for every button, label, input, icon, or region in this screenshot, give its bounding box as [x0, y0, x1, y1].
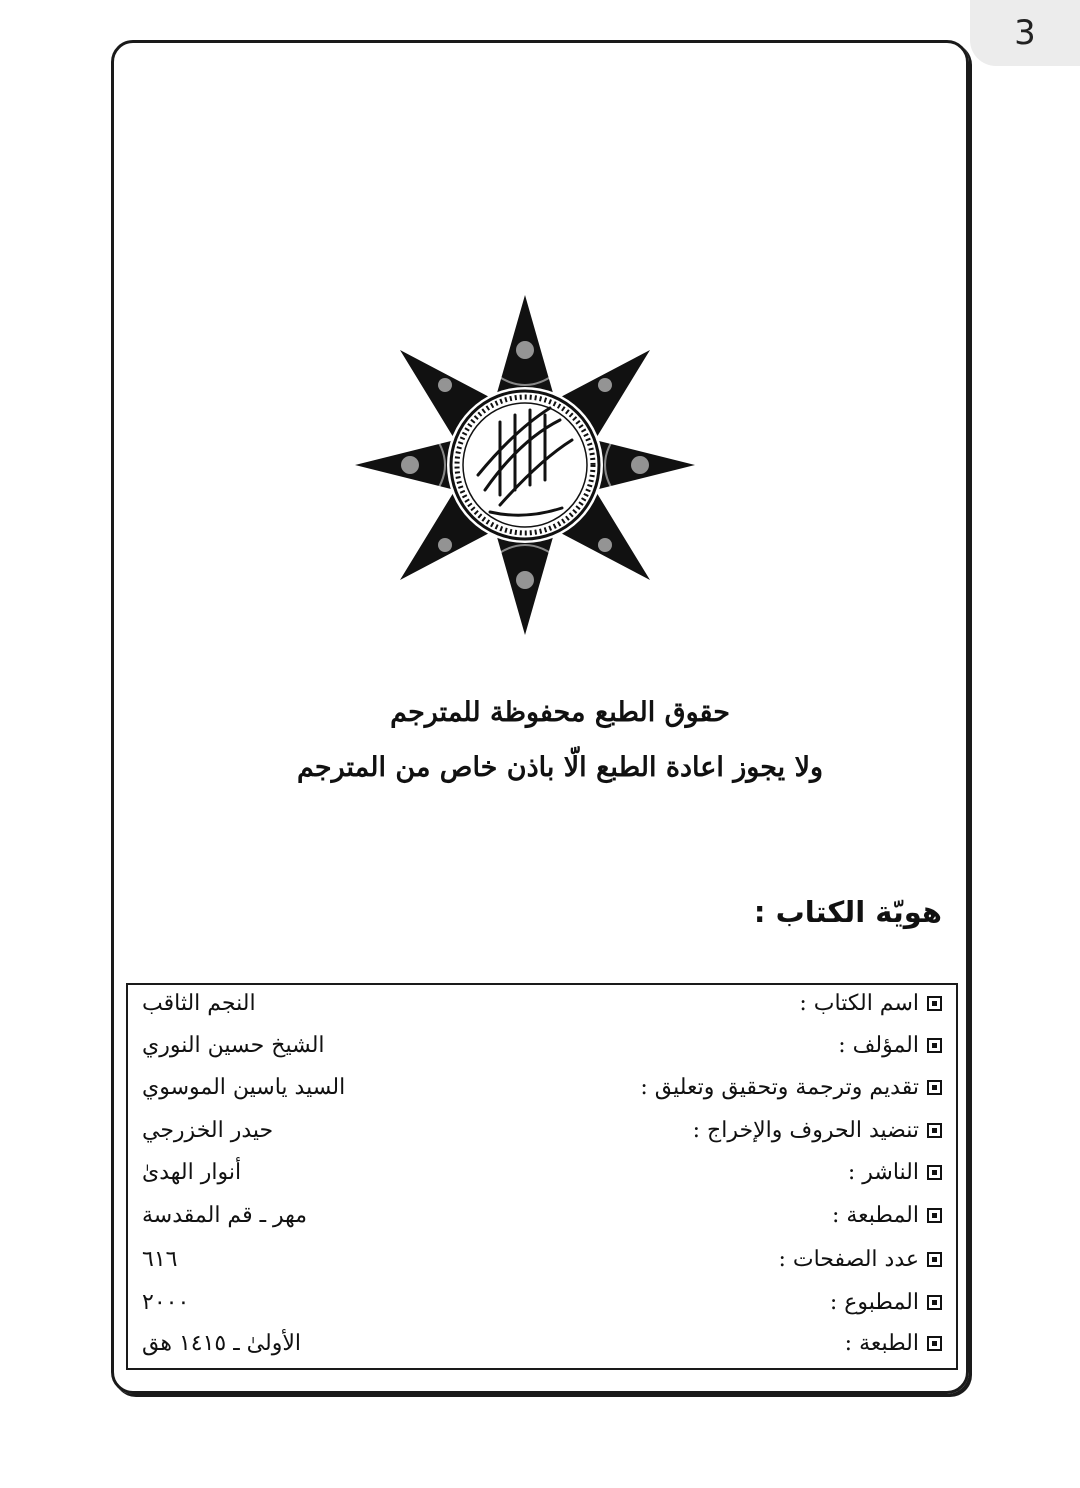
info-label	[845, 1331, 942, 1356]
info-value: مهر ـ قم المقدسة	[142, 1203, 308, 1228]
info-row-title	[128, 991, 956, 1031]
info-label	[778, 1247, 942, 1272]
square-bullet-icon	[927, 1080, 942, 1095]
info-label	[830, 1290, 942, 1315]
info-label	[693, 1118, 942, 1143]
info-value: حيدر الخزرجي	[142, 1118, 274, 1143]
identity-heading: هويّة الكتاب :	[753, 895, 942, 929]
square-bullet-icon	[927, 1295, 942, 1310]
rights-line-2: ولا يجوز اعادة الطبع الّا باذن خاص من المترجم	[296, 752, 824, 783]
info-label	[799, 991, 942, 1016]
square-bullet-icon	[927, 1208, 942, 1223]
info-row-translator	[128, 1075, 956, 1115]
rights-line-1: حقوق الطبع محفوظة للمترجم	[390, 697, 730, 728]
info-label-text: عدد الصفحات :	[778, 1247, 919, 1272]
info-row-edition	[128, 1331, 956, 1371]
info-label-text: المطبعة :	[831, 1203, 919, 1228]
info-value: الأولىٰ ـ ١٤١٥ هق	[142, 1331, 301, 1356]
info-value: ٦١٦	[142, 1247, 178, 1272]
info-value: الشيخ حسين النوري	[142, 1033, 325, 1058]
info-label-text: الطبعة :	[844, 1331, 919, 1356]
info-row-author	[128, 1033, 956, 1073]
info-value: أنوار الهدىٰ	[142, 1160, 242, 1185]
page-number-badge	[970, 0, 1080, 66]
square-bullet-icon	[927, 1123, 942, 1138]
bismillah-medallion-icon	[350, 290, 700, 640]
info-label	[832, 1203, 942, 1228]
square-bullet-icon	[927, 1038, 942, 1053]
info-label-text: الناشر :	[847, 1160, 919, 1185]
info-row-copies	[128, 1290, 956, 1330]
info-value: النجم الثاقب	[142, 991, 256, 1016]
info-label	[848, 1160, 942, 1185]
info-label	[838, 1033, 942, 1058]
info-label-text: تقديم وترجمة وتحقيق وتعليق :	[640, 1075, 919, 1100]
info-label-text: تنضيد الحروف والإخراج :	[692, 1118, 919, 1143]
info-label-text: المؤلف :	[838, 1033, 919, 1058]
square-bullet-icon	[927, 1336, 942, 1351]
info-label-text: اسم الكتاب :	[799, 991, 919, 1016]
square-bullet-icon	[927, 1165, 942, 1180]
book-info-table	[126, 983, 958, 1370]
info-row-printer	[128, 1203, 956, 1243]
info-row-pages	[128, 1247, 956, 1287]
info-row-typesetting	[128, 1118, 956, 1158]
square-bullet-icon	[927, 1252, 942, 1267]
square-bullet-icon	[927, 996, 942, 1011]
info-label-text: المطبوع :	[829, 1290, 919, 1315]
info-row-publisher	[128, 1160, 956, 1200]
info-value: السيد ياسين الموسوي	[142, 1075, 346, 1100]
info-value: ٢٠٠٠	[142, 1290, 190, 1315]
page-number: 3	[1014, 13, 1036, 53]
info-label	[640, 1075, 942, 1100]
